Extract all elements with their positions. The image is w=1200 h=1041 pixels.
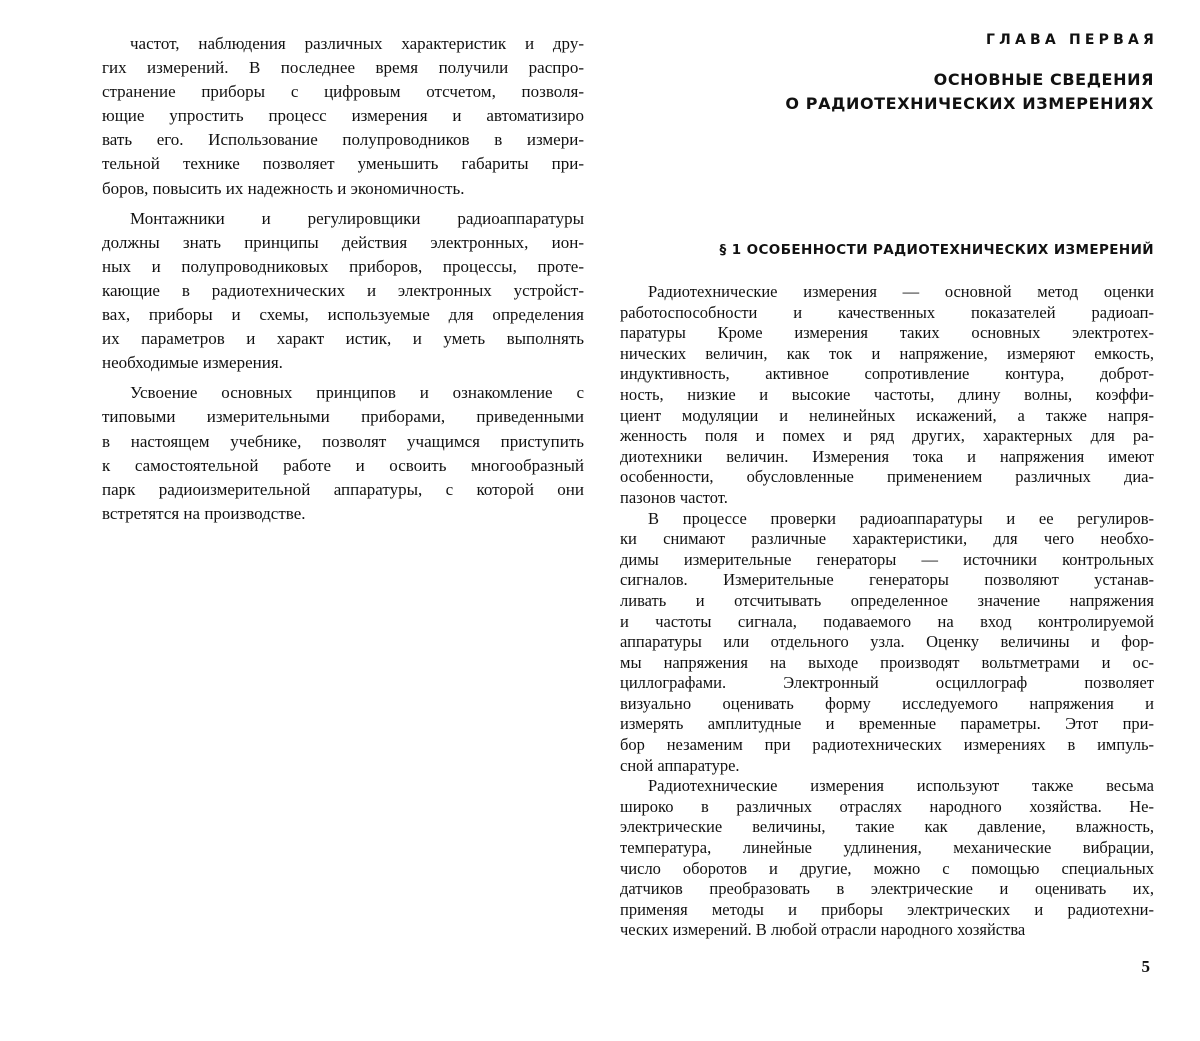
paragraph: [102, 381, 584, 526]
chapter-title-line-2: О РАДИОТЕХНИЧЕСКИХ ИЗМЕРЕНИЯХ: [785, 94, 1154, 113]
text-line: ливать и отсчитывать определенное значение напряжения: [620, 590, 1154, 610]
text-line: встретятся на производстве.: [102, 503, 306, 523]
text-line: визуально оценивать форму исследуемого напряжения и: [620, 693, 1154, 713]
text-line: Радиотехнические измерения используют также весьма: [648, 776, 1154, 796]
right-page-body: [620, 282, 1154, 941]
text-line: Усвоение основных принципов и ознакомление с: [130, 383, 584, 403]
text-line: должны знать принципы действия электронных, ион-: [102, 232, 584, 252]
text-line: циент модуляции и нелинейных искажений, а также напря-: [620, 405, 1154, 425]
text-line: женность поля и помех и ряд других, характерных для ра-: [620, 426, 1154, 446]
left-page: [102, 32, 584, 526]
text-line: измерять амплитудные и временные параметры. Этот при-: [620, 714, 1154, 734]
text-line: парк радиоизмерительной аппаратуры, с которой они: [102, 479, 584, 499]
text-line: индуктивность, активное сопротивление контура, доброт-: [620, 364, 1154, 384]
text-line: ных и полупроводниковых приборов, процессы, проте-: [102, 256, 584, 276]
text-line: их параметров и характ истик, и уметь выполнять: [102, 329, 584, 349]
text-line: работоспособности и качественных показателей радиоап-: [620, 302, 1154, 322]
text-line: частот, наблюдения различных характеристик и дру-: [130, 34, 584, 53]
text-line: температура, линейные удлинения, механические вибрации,: [620, 838, 1154, 858]
text-line: типовыми измерительными приборами, приведенными: [102, 407, 584, 427]
text-line: бор незаменим при радиотехнических измерениях в импуль-: [620, 735, 1154, 755]
section-heading: § 1 ОСОБЕННОСТИ РАДИОТЕХНИЧЕСКИХ ИЗМЕРЕНИЙ: [719, 242, 1154, 258]
chapter-title-line-1: ОСНОВНЫЕ СВЕДЕНИЯ: [933, 70, 1154, 89]
text-line: паратуры Кроме измерения таких основных электротех-: [620, 323, 1154, 343]
text-line: Радиотехнические измерения — основной метод оценки: [648, 282, 1154, 301]
text-line: циллографами. Электронный осциллограф позволяет: [620, 673, 1154, 693]
text-line: сигналов. Измерительные генераторы позволяют устанав-: [620, 570, 1154, 590]
text-line: кающие в радиотехнических и электронных устройст-: [102, 280, 584, 300]
text-line: сной аппаратуре.: [620, 755, 740, 775]
paragraph: [102, 32, 584, 201]
text-line: пазонов частот.: [620, 487, 728, 507]
text-line: и частоты сигнала, подаваемого на вход контролируемой: [620, 611, 1154, 631]
text-line: гих измерений. В последнее время получили распро-: [102, 58, 584, 78]
text-line: боров, повысить их надежность и экономичность.: [102, 178, 465, 198]
paragraph: [620, 776, 1154, 941]
chapter-title: [785, 68, 1154, 116]
chapter-label: ГЛАВА ПЕРВАЯ: [986, 32, 1158, 48]
text-line: датчиков преобразовать в электрические и оценивать их,: [620, 879, 1154, 899]
text-line: вать его. Использование полупроводников в измери-: [102, 130, 584, 150]
text-line: Монтажники и регулировщики радиоаппаратуры: [130, 208, 584, 228]
text-line: тельной технике позволяет уменьшить габариты при-: [102, 154, 584, 174]
left-page-body: [102, 32, 584, 526]
text-line: ки снимают различные характеристики, для чего необхо-: [620, 529, 1154, 549]
paragraph: [620, 282, 1154, 509]
text-line: ность, низкие и высокие частоты, длину волны, коэффи-: [620, 384, 1154, 404]
text-line: число оборотов и другие, можно с помощью специальных: [620, 858, 1154, 878]
text-line: в настоящем учебнике, позволят учащимся приступить: [102, 431, 584, 451]
right-page: [620, 32, 1158, 992]
text-line: необходимые измерения.: [102, 353, 283, 373]
text-line: применяя методы и приборы электрических и радиотехни-: [620, 899, 1154, 919]
paragraph: [102, 207, 584, 376]
text-line: электрические величины, такие как давление, влажность,: [620, 817, 1154, 837]
text-line: широко в различных отраслях народного хозяйства. Не-: [620, 796, 1154, 816]
text-line: диотехники величин. Измерения тока и напряжения имеют: [620, 446, 1154, 466]
text-line: странение приборы с цифровым отсчетом, позволя-: [102, 82, 584, 102]
text-line: мы напряжения на выходе производят вольтметрами и ос-: [620, 652, 1154, 672]
text-line: вах, приборы и схемы, используемые для определения: [102, 305, 584, 325]
paragraph: [620, 509, 1154, 777]
text-line: В процессе проверки радиоаппаратуры и ее регулиров-: [648, 508, 1154, 528]
text-line: ческих измерений. В любой отрасли народного хозяйства: [620, 920, 1026, 940]
text-line: к самостоятельной работе и освоить многообразный: [102, 455, 584, 475]
text-line: особенности, обусловленные применением различных диа-: [620, 467, 1154, 487]
page-number: 5: [1141, 957, 1150, 976]
text-line: аппаратуры или отдельного узла. Оценку величины и фор-: [620, 632, 1154, 652]
text-line: ющие упростить процесс измерения и автоматизиро: [102, 106, 584, 126]
text-line: нических величин, как ток и напряжение, измеряют емкость,: [620, 343, 1154, 363]
text-line: димы измерительные генераторы — источники контрольных: [620, 549, 1154, 569]
